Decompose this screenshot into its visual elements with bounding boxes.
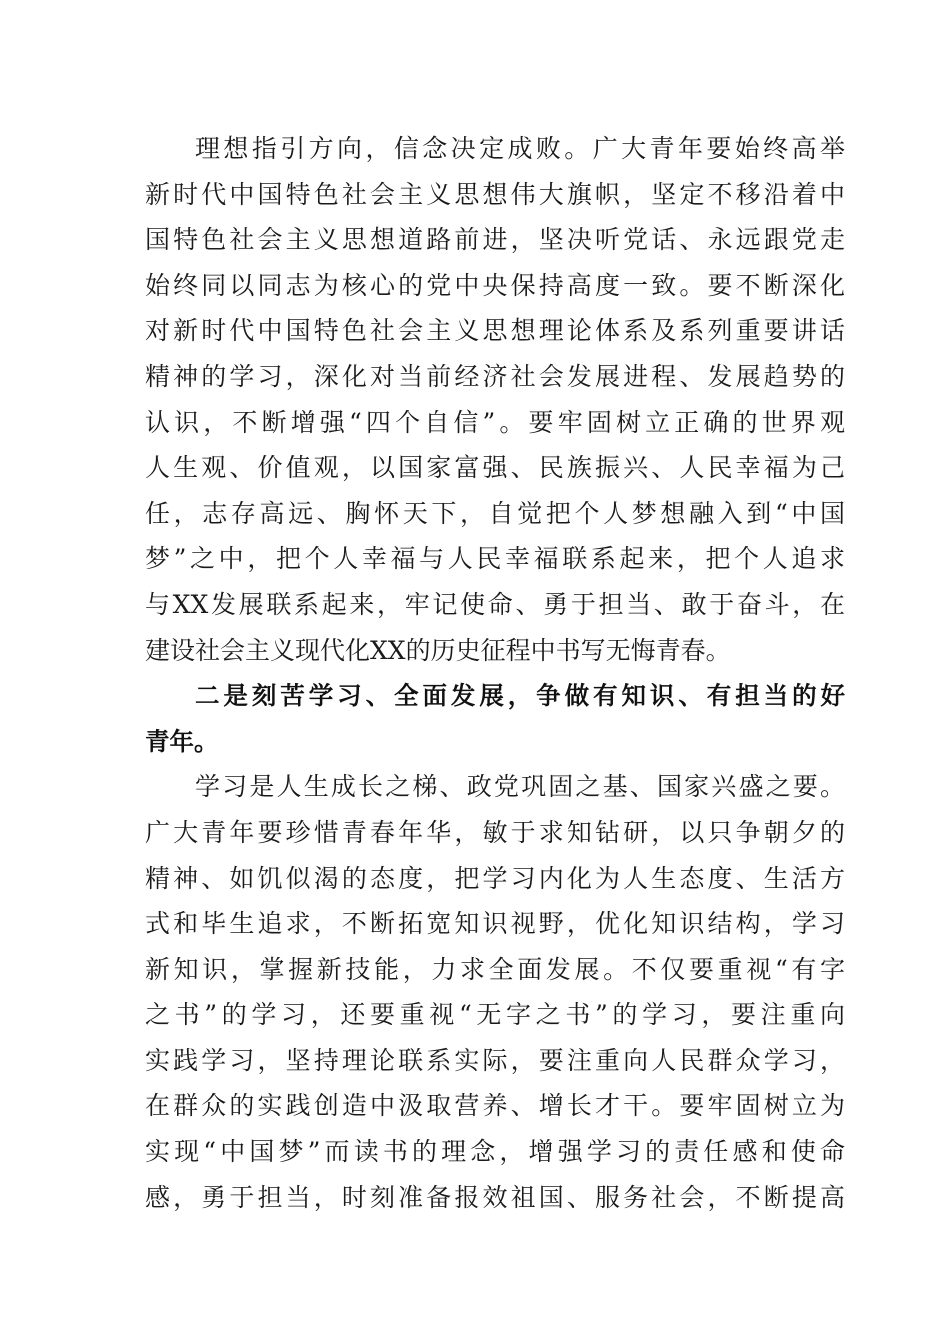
paragraph-1-line: 与XX发展联系起来，牢记使命、勇于担当、敢于奋斗，在 [145,589,845,619]
paragraph-1-line: 新时代中国特色社会主义思想伟大旗帜，坚定不移沿着中 [145,179,845,209]
section-heading-line: 二是刻苦学习、全面发展，争做有知识、有担当的好 [195,681,845,711]
paragraph-2-line: 之书”的学习，还要重视“无字之书”的学习，要注重向 [145,1000,845,1030]
paragraph-1-line: 对新时代中国特色社会主义思想理论体系及系列重要讲话 [145,316,845,346]
paragraph-2-line: 学习是人生成长之梯、政党巩固之基、国家兴盛之要。 [195,772,845,802]
paragraph-1-line: 梦”之中，把个人幸福与人民幸福联系起来，把个人追求 [145,544,845,574]
paragraph-2-line: 精神、如饥似渴的态度，把学习内化为人生态度、生活方 [145,863,845,893]
paragraph-1-line: 任，志存高远、胸怀天下，自觉把个人梦想融入到“中国 [145,498,845,528]
document-body [145,126,845,1220]
paragraph-1-line: 始终同以同志为核心的党中央保持高度一致。要不断深化 [145,270,845,300]
paragraph-2-line: 式和毕生追求，不断拓宽知识视野，优化知识结构，学习 [145,909,845,939]
paragraph-2-line: 实践学习，坚持理论联系实际，要注重向人民群众学习， [145,1045,845,1075]
section-heading-line: 青年。 [145,726,219,756]
paragraph-1-line: 人生观、价值观，以国家富强、民族振兴、人民幸福为己 [145,453,845,483]
paragraph-1-line: 理想指引方向，信念决定成败。广大青年要始终高举 [195,134,845,163]
paragraph-1-line: 国特色社会主义思想道路前进，坚决听党话、永远跟党走 [145,225,845,255]
paragraph-1-line: 建设社会主义现代化XX的历史征程中书写无悔青春。 [145,635,731,665]
paragraph-1-line: 精神的学习，深化对当前经济社会发展进程、发展趋势的 [145,361,845,391]
paragraph-2-line: 广大青年要珍惜青春年华，敏于求知钻研，以只争朝夕的 [145,817,845,847]
paragraph-2-line: 新知识，掌握新技能，力求全面发展。不仅要重视“有字 [145,954,845,984]
paragraph-2-line: 在群众的实践创造中汲取营养、增长才干。要牢固树立为 [145,1091,845,1121]
paragraph-2-line: 感，勇于担当，时刻准备报效祖国、服务社会，不断提高 [145,1182,845,1212]
paragraph-2-line: 实现“中国梦”而读书的理念，增强学习的责任感和使命 [145,1137,845,1167]
paragraph-1-line: 认识，不断增强“四个自信”。要牢固树立正确的世界观 [145,407,845,437]
